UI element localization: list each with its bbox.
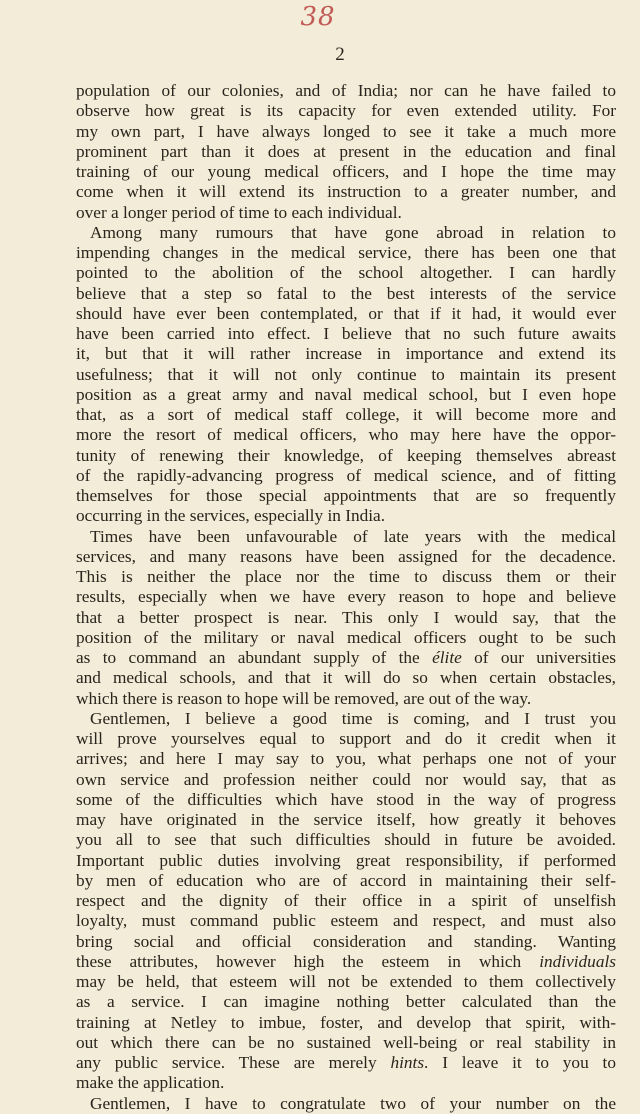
text-line <box>76 182 616 202</box>
line-text: out which there can be no sustained well-being or real stability in <box>76 1032 616 1052</box>
line-text: as a service. I can imagine nothing better calculated than the <box>76 992 616 1012</box>
line-text: come when it will extend its instruction to a greater number, and <box>76 182 616 202</box>
text-line <box>76 263 616 283</box>
text-line <box>76 547 616 567</box>
text-line <box>76 770 616 790</box>
line-text: it, but that it will rather increase in importance and extend its <box>76 344 616 364</box>
line-text: population of our colonies, and of India; nor can he have failed to <box>76 81 616 100</box>
line-text: more the resort of medical officers, who may here have the oppor- <box>76 425 616 445</box>
line-text-continued: of our universities <box>461 648 616 667</box>
text-line <box>76 648 616 668</box>
line-text: Times have been unfavourable of late years with the medical <box>90 526 616 546</box>
line-text: usefulness; that it will not only continue to maintain its present <box>76 364 616 384</box>
text-line <box>76 749 616 769</box>
line-text: of the rapidly-advancing progress of medical science, and of fitting <box>76 465 616 485</box>
line-text: make the application. <box>76 1073 225 1093</box>
line-text: and medical schools, and that it will do so when certain obstacles, <box>76 668 616 688</box>
line-text: training at Netley to imbue, foster, and develop that spirit, with- <box>76 1012 616 1032</box>
line-text: some of the difficulties which have stood in the way of progress <box>76 789 616 809</box>
text-line <box>76 101 616 121</box>
text-line <box>76 506 616 526</box>
line-text: as to command an abundant supply of the <box>76 648 433 667</box>
line-text: position of the military or naval medical officers ought to be such <box>76 627 616 647</box>
line-text: Gentlemen, I have to congratulate two of your number on the <box>90 1093 616 1113</box>
text-line <box>76 1053 616 1073</box>
line-text: prominent part than it does at present in the education and final <box>76 141 616 161</box>
text-line <box>76 932 616 952</box>
text-line <box>76 871 616 891</box>
line-text: respect and the dignity of their office in a spirit of unselfish <box>76 891 616 910</box>
line-text: you all to see that such difficulties should in future be avoided. <box>76 830 616 850</box>
line-text: tunity of renewing their knowledge, of keeping themselves abreast <box>76 445 616 465</box>
text-line <box>76 466 616 486</box>
text-line <box>76 81 616 101</box>
text-line <box>76 668 616 688</box>
text-line <box>76 527 616 547</box>
text-line <box>76 992 616 1012</box>
line-text: own service and profession neither could nor would say, that as <box>76 769 616 789</box>
line-text: position as a great army and naval medical school, but I even hope <box>76 384 616 404</box>
text-line <box>76 911 616 931</box>
text-line <box>76 162 616 182</box>
line-text: by men of education who are of accord in maintaining their self- <box>76 870 616 890</box>
text-line <box>76 203 616 223</box>
text-line <box>76 972 616 992</box>
line-text: should have ever been contemplated, or that if it had, it would ever <box>76 303 616 323</box>
text-line <box>76 142 616 162</box>
line-text: which there is reason to hope will be removed, are out of the way. <box>76 688 532 708</box>
line-text: Among many rumours that have gone abroad in relation to <box>90 222 616 242</box>
line-text: bring social and official consideration and standing. Wanting <box>76 931 616 951</box>
line-text: that a better prospect is near. This only I would say, that the <box>76 607 616 627</box>
text-line <box>76 830 616 850</box>
text-line <box>76 729 616 749</box>
text-line <box>76 223 616 243</box>
text-line <box>76 689 616 709</box>
italic-emphasis: élite <box>432 648 462 667</box>
body-text <box>76 81 616 1114</box>
text-line <box>76 385 616 405</box>
text-line <box>76 1073 616 1093</box>
line-text: that, as a sort of medical staff college, it will become more and <box>76 405 616 424</box>
text-line <box>76 608 616 628</box>
text-line <box>76 891 616 911</box>
line-text: these attributes, however high the esteem in which <box>76 951 540 971</box>
line-text: Important public duties involving great responsibility, if performed <box>76 850 616 870</box>
text-line <box>76 1033 616 1053</box>
text-line <box>76 810 616 830</box>
line-text-continued: . I leave it to you to <box>424 1053 616 1072</box>
line-text: may have originated in the service itself, how greatly it behoves <box>76 810 616 829</box>
line-text: will prove yourselves equal to support and do it credit when it <box>76 729 616 748</box>
line-text: occurring in the services, especially in India. <box>76 506 386 526</box>
line-text: have been carried into effect. I believe that no such future awaits <box>76 324 616 343</box>
text-line <box>76 344 616 364</box>
line-text: This is neither the place nor the time to discuss them or their <box>76 567 616 586</box>
text-line <box>76 405 616 425</box>
line-text: themselves for those special appointments that are so frequently <box>76 486 616 505</box>
line-text: over a longer period of time to each individual. <box>76 202 402 222</box>
line-text: training of our young medical officers, and I hope the time may <box>76 162 616 181</box>
text-line <box>76 324 616 344</box>
line-text: any public service. These are merely <box>76 1053 391 1072</box>
line-text: Gentlemen, I believe a good time is coming, and I trust you <box>90 708 616 728</box>
italic-emphasis: hints <box>390 1053 425 1072</box>
line-text: observe how great is its capacity for even extended utility. For <box>76 101 616 121</box>
text-line <box>76 587 616 607</box>
text-line <box>76 628 616 648</box>
text-line <box>76 425 616 445</box>
text-line <box>76 1094 616 1114</box>
page-number: 2 <box>335 44 345 65</box>
line-text: loyalty, must command public esteem and respect, and must also <box>76 911 616 931</box>
line-text: believe that a step so fatal to the best interests of the service <box>76 283 616 303</box>
text-line <box>76 567 616 587</box>
text-line <box>76 851 616 871</box>
line-text: may be held, that esteem will not be extended to them collectively <box>76 972 616 991</box>
handwritten-page-mark: 38 <box>300 2 336 32</box>
text-line <box>76 486 616 506</box>
text-line <box>76 304 616 324</box>
text-line <box>76 1013 616 1033</box>
text-line <box>76 365 616 385</box>
text-line <box>76 446 616 466</box>
line-text: results, especially when we have every reason to hope and believe <box>76 587 616 607</box>
line-text: my own part, I have always longed to see it take a much more <box>76 121 616 141</box>
text-line <box>76 952 616 972</box>
line-text: arrives; and here I may say to you, what perhaps one not of your <box>76 749 616 769</box>
line-text: services, and many reasons have been assigned for the decadence. <box>76 546 616 566</box>
text-line <box>76 709 616 729</box>
line-text: pointed to the abolition of the school altogether. I can hardly <box>76 263 616 283</box>
text-line <box>76 122 616 142</box>
text-line <box>76 284 616 304</box>
italic-emphasis: individuals <box>539 951 616 971</box>
text-line <box>76 790 616 810</box>
line-text: impending changes in the medical service, there has been one that <box>76 243 616 262</box>
text-line <box>76 243 616 263</box>
